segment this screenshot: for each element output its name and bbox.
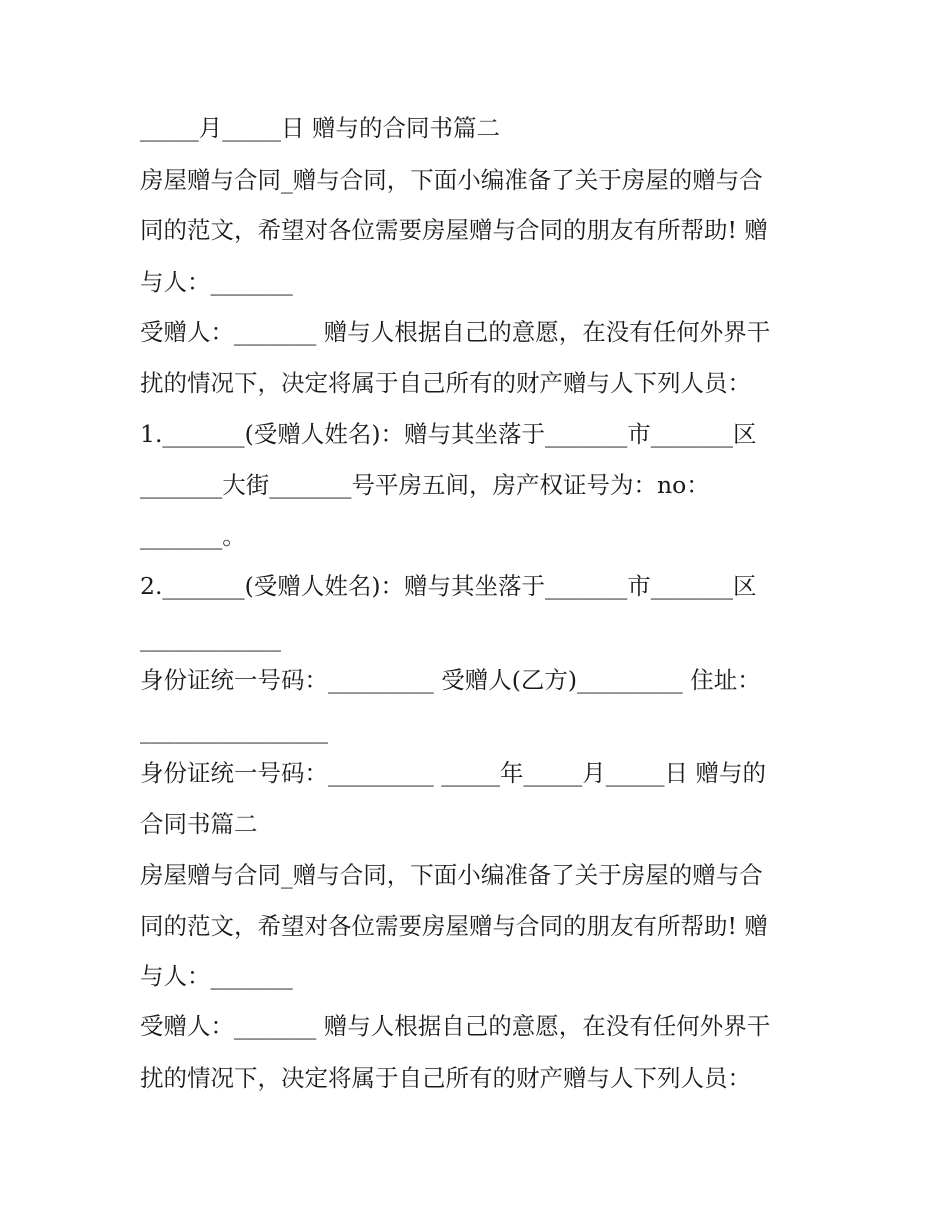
text-line-16: 房屋赠与合同_赠与合同，下面小编准备了关于房屋的赠与合 (140, 861, 763, 889)
text-line-17: 同的范文，希望对各位需要房屋赠与合同的朋友有所帮助! 赠 (140, 912, 768, 940)
text-line-8: _______大街_______号平房五间，房产权证号为：no： (140, 471, 710, 499)
text-line-3: 同的范文，希望对各位需要房屋赠与合同的朋友有所帮助! 赠 (140, 216, 768, 244)
text-line-19: 受赠人：_______ 赠与人根据自己的意愿，在没有任何外界干 (140, 1012, 771, 1040)
text-line-18: 与人：_______ (140, 962, 293, 990)
text-line-9: _______。 (140, 522, 246, 550)
text-line-20: 扰的情况下，决定将属于自己所有的财产赠与人下列人员： (140, 1064, 751, 1092)
text-line-1: _____月_____日 赠与的合同书篇二 (140, 114, 500, 142)
text-line-10: 2._______(受赠人姓名)：赠与其坐落于_______市_______区 (140, 572, 757, 600)
text-line-7: 1._______(受赠人姓名)：赠与其坐落于_______市_______区 (140, 420, 757, 448)
text-line-15: 合同书篇二 (140, 810, 258, 838)
text-line-6: 扰的情况下，决定将属于自己所有的财产赠与人下列人员： (140, 369, 751, 397)
text-line-12: 身份证统一号码：_________ 受赠人(乙方)_________ 住址： (140, 666, 761, 694)
text-line-14: 身份证统一号码：_________ _____年_____月_____日 赠与的 (140, 759, 766, 787)
text-line-2: 房屋赠与合同_赠与合同，下面小编准备了关于房屋的赠与合 (140, 166, 763, 194)
text-line-13: ________________ (140, 716, 328, 744)
text-line-4: 与人：_______ (140, 268, 293, 296)
text-line-11: ____________ (140, 624, 281, 652)
text-line-5: 受赠人：_______ 赠与人根据自己的意愿，在没有任何外界干 (140, 318, 771, 346)
